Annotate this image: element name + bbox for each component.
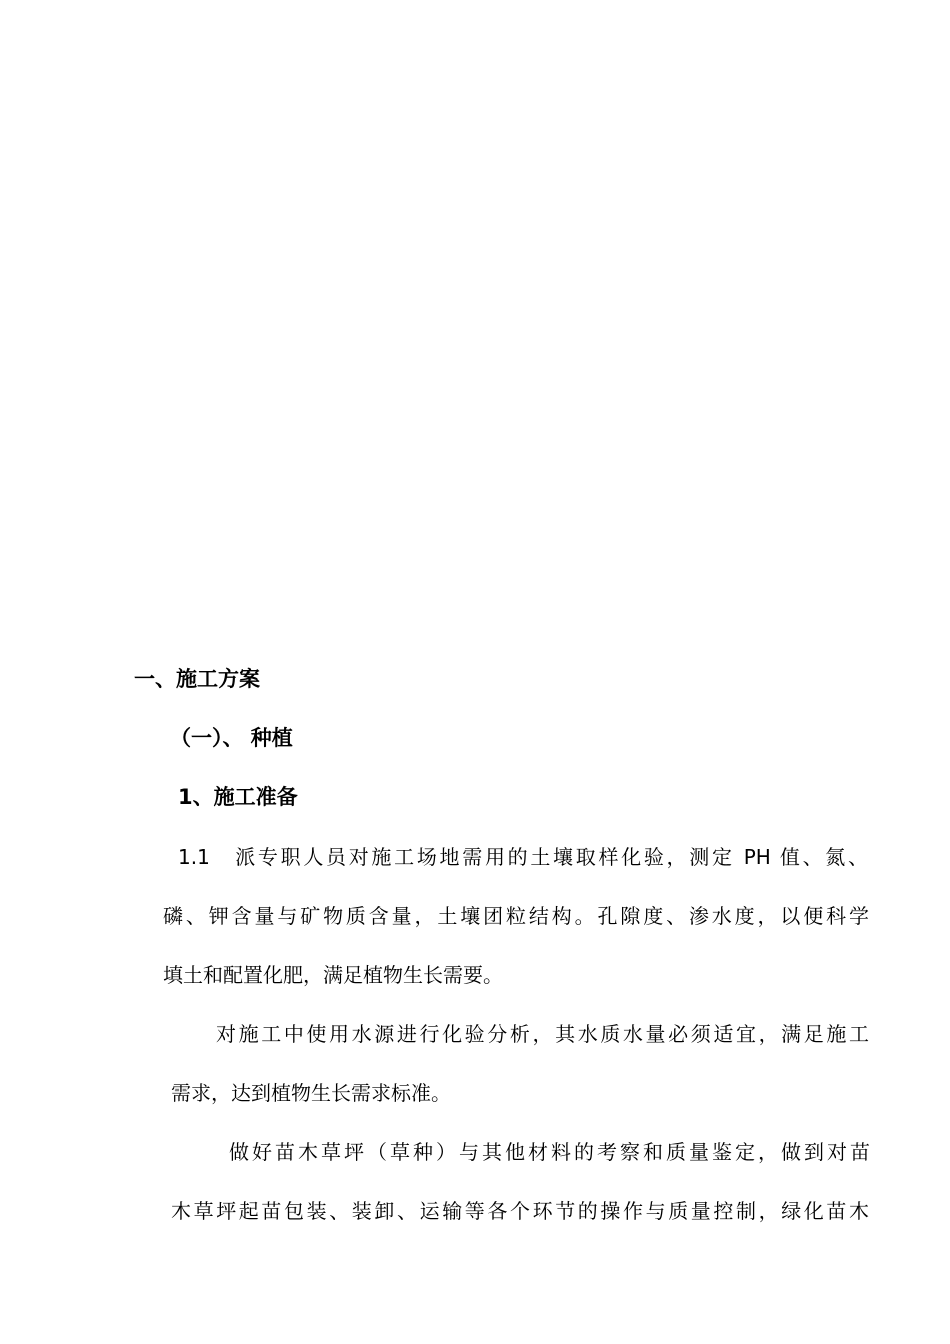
- paragraph-1-line-3: 填土和配置化肥，满足植物生长需要。: [163, 963, 503, 987]
- paragraph-3-line-2: 木草坪起苗包装、装卸、运输等各个环节的操作与质量控制，绿化苗木: [171, 1199, 869, 1223]
- sub-subsection-heading: 1、施工准备: [178, 785, 298, 809]
- paragraph-2-line-1: 对施工中使用水源进行化验分析，其水质水量必须适宜，满足施工: [216, 1022, 869, 1046]
- section-heading: 一、施工方案: [134, 667, 260, 691]
- paragraph-1-line-1: 1.1 派专职人员对施工场地需用的土壤取样化验，测定 PH 值、氮、: [178, 845, 868, 869]
- subsection-heading: （一）、 种植: [170, 726, 293, 750]
- paragraph-2-line-2: 需求，达到植物生长需求标准。: [171, 1081, 451, 1105]
- paragraph-1-line-2: 磷、钾含量与矿物质含量，土壤团粒结构。孔隙度、渗水度，以便科学: [163, 904, 869, 928]
- paragraph-3-line-1: 做好苗木草坪（草种）与其他材料的考察和质量鉴定，做到对苗: [229, 1140, 870, 1164]
